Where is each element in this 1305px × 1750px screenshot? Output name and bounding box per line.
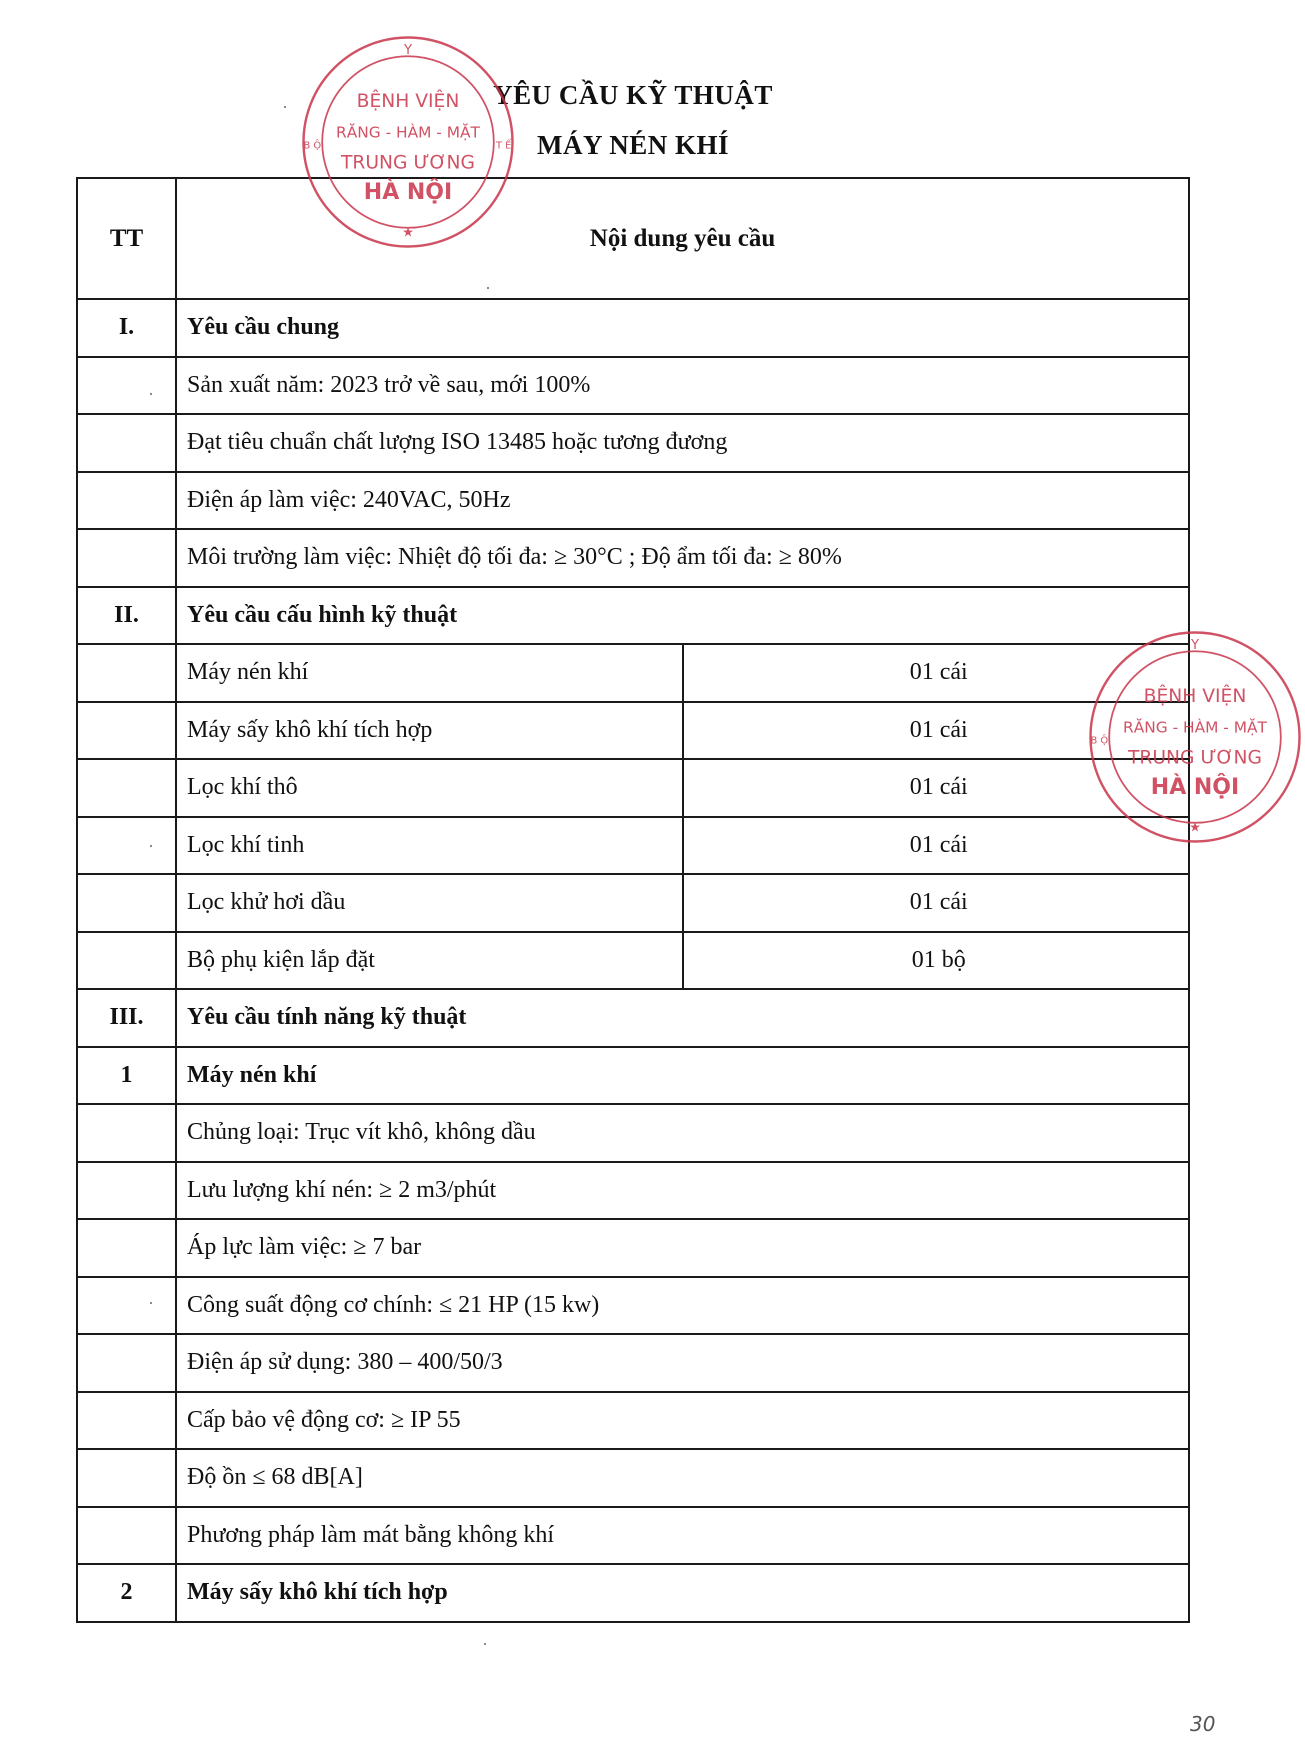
- tt-cell-empty: [77, 644, 176, 702]
- requirement-text: Lưu lượng khí nén: ≥ 2 m3/phút: [176, 1162, 1189, 1220]
- stamp-line1: BỆNH VIỆN: [356, 90, 460, 112]
- header-tt: TT: [77, 178, 176, 299]
- tt-cell-empty: [77, 1219, 176, 1277]
- tt-cell-empty: [77, 1334, 176, 1392]
- component-name: Máy sấy khô khí tích hợp: [176, 702, 683, 760]
- scan-speck: [284, 106, 286, 108]
- tt-cell-empty: [77, 472, 176, 530]
- scan-speck: [487, 287, 489, 289]
- scan-speck: [150, 845, 152, 847]
- requirement-text: Cấp bảo vệ động cơ: ≥ IP 55: [176, 1392, 1189, 1450]
- section-title: Yêu cầu tính năng kỹ thuật: [176, 989, 1189, 1047]
- component-quantity: 01 cái: [683, 874, 1190, 932]
- table-row: [77, 1219, 1189, 1277]
- component-quantity: 01 bộ: [683, 932, 1190, 990]
- requirement-text: Điện áp làm việc: 240VAC, 50Hz: [176, 472, 1189, 530]
- header-content: Nội dung yêu cầu: [176, 178, 1189, 299]
- table-row: [77, 357, 1189, 415]
- document-title-line2: MÁY NÉN KHÍ: [537, 130, 729, 160]
- component-quantity: 01 cái: [683, 759, 1190, 817]
- component-name: Lọc khí thô: [176, 759, 683, 817]
- stamp-star-icon: ★: [402, 225, 414, 241]
- stamp-left-side: B Ộ: [1090, 735, 1109, 747]
- requirement-text: Công suất động cơ chính: ≤ 21 HP (15 kw): [176, 1277, 1189, 1335]
- table-row: [77, 1277, 1189, 1335]
- tt-cell-empty: [77, 1392, 176, 1450]
- component-quantity: 01 cái: [683, 702, 1190, 760]
- requirement-text: Đạt tiêu chuẩn chất lượng ISO 13485 hoặc tương đương: [176, 414, 1189, 472]
- stamp-top-mark: Y: [1190, 638, 1200, 653]
- group-number: 1: [77, 1047, 176, 1105]
- stamp-line1: BỆNH VIỆN: [1143, 685, 1247, 707]
- stamp-line4: HÀ NỘI: [1150, 775, 1240, 801]
- scan-speck: [150, 1302, 152, 1304]
- table-header-row: [77, 178, 1189, 299]
- requirement-text: Độ ồn ≤ 68 dB[A]: [176, 1449, 1189, 1507]
- component-name: Lọc khử hơi dầu: [176, 874, 683, 932]
- group-row-dryer: [77, 1564, 1189, 1622]
- group-title: Máy nén khí: [176, 1047, 1189, 1105]
- section-row-configuration: [77, 587, 1189, 645]
- tt-cell-empty: [77, 1277, 176, 1335]
- table-row: [77, 932, 1189, 990]
- tt-cell-empty: [77, 932, 176, 990]
- group-title: Máy sấy khô khí tích hợp: [176, 1564, 1189, 1622]
- section-row-features: [77, 989, 1189, 1047]
- stamp-line2: RĂNG - HÀM - MẶT: [1123, 718, 1267, 737]
- tt-cell-empty: [77, 817, 176, 875]
- tt-cell-empty: [77, 874, 176, 932]
- table-row: [77, 759, 1189, 817]
- table-row: [77, 414, 1189, 472]
- component-quantity: 01 cái: [683, 817, 1190, 875]
- stamp-right-side: T Ế: [495, 140, 512, 152]
- tt-cell-empty: [77, 1449, 176, 1507]
- scan-speck: [150, 393, 152, 395]
- tt-cell-empty: [77, 702, 176, 760]
- group-number: 2: [77, 1564, 176, 1622]
- stamp-left-side: B Ộ: [303, 140, 322, 152]
- requirement-text: Môi trường làm việc: Nhiệt độ tối đa: ≥ 30°C ; Độ ẩm tối đa: ≥ 80%: [176, 529, 1189, 587]
- requirement-text: Sản xuất năm: 2023 trở về sau, mới 100%: [176, 357, 1189, 415]
- group-row-compressor: [77, 1047, 1189, 1105]
- section-number: III.: [77, 989, 176, 1047]
- tt-cell-empty: [77, 759, 176, 817]
- section-number: II.: [77, 587, 176, 645]
- stamp-line3: TRUNG ƯƠNG: [1127, 747, 1263, 769]
- table-row: [77, 529, 1189, 587]
- tt-cell-empty: [77, 414, 176, 472]
- tt-cell-empty: [77, 529, 176, 587]
- page-number: 30: [1190, 1712, 1216, 1736]
- section-number: I.: [77, 299, 176, 357]
- document-title-line1: YÊU CẦU KỸ THUẬT: [493, 80, 773, 110]
- component-quantity: 01 cái: [683, 644, 1190, 702]
- requirement-text: Điện áp sử dụng: 380 – 400/50/3: [176, 1334, 1189, 1392]
- section-title: Yêu cầu cấu hình kỹ thuật: [176, 587, 1189, 645]
- tt-cell-empty: [77, 1507, 176, 1565]
- table-row: [77, 644, 1189, 702]
- stamp-star-icon: ★: [1189, 820, 1201, 836]
- table-row: [77, 817, 1189, 875]
- table-row: [77, 1334, 1189, 1392]
- stamp-line3: TRUNG ƯƠNG: [340, 152, 476, 174]
- component-name: Máy nén khí: [176, 644, 683, 702]
- table-row: [77, 1507, 1189, 1565]
- scan-speck: [484, 1643, 486, 1645]
- table-row: [77, 874, 1189, 932]
- component-name: Lọc khí tinh: [176, 817, 683, 875]
- table-row: [77, 702, 1189, 760]
- component-name: Bộ phụ kiện lắp đặt: [176, 932, 683, 990]
- stamp-line2: RĂNG - HÀM - MẶT: [336, 123, 480, 142]
- section-title: Yêu cầu chung: [176, 299, 1189, 357]
- table-row: [77, 1449, 1189, 1507]
- section-row-general: [77, 299, 1189, 357]
- tt-cell-empty: [77, 1162, 176, 1220]
- table-row: [77, 1104, 1189, 1162]
- table-row: [77, 472, 1189, 530]
- tt-cell-empty: [77, 357, 176, 415]
- stamp-top-mark: Y: [403, 43, 413, 58]
- requirement-text: Phương pháp làm mát bằng không khí: [176, 1507, 1189, 1565]
- requirement-text: Chủng loại: Trục vít khô, không dầu: [176, 1104, 1189, 1162]
- table-row: [77, 1392, 1189, 1450]
- requirement-text: Áp lực làm việc: ≥ 7 bar: [176, 1219, 1189, 1277]
- tt-cell-empty: [77, 1104, 176, 1162]
- stamp-line4: HÀ NỘI: [363, 180, 453, 206]
- specification-table: [76, 177, 1190, 1623]
- table-row: [77, 1162, 1189, 1220]
